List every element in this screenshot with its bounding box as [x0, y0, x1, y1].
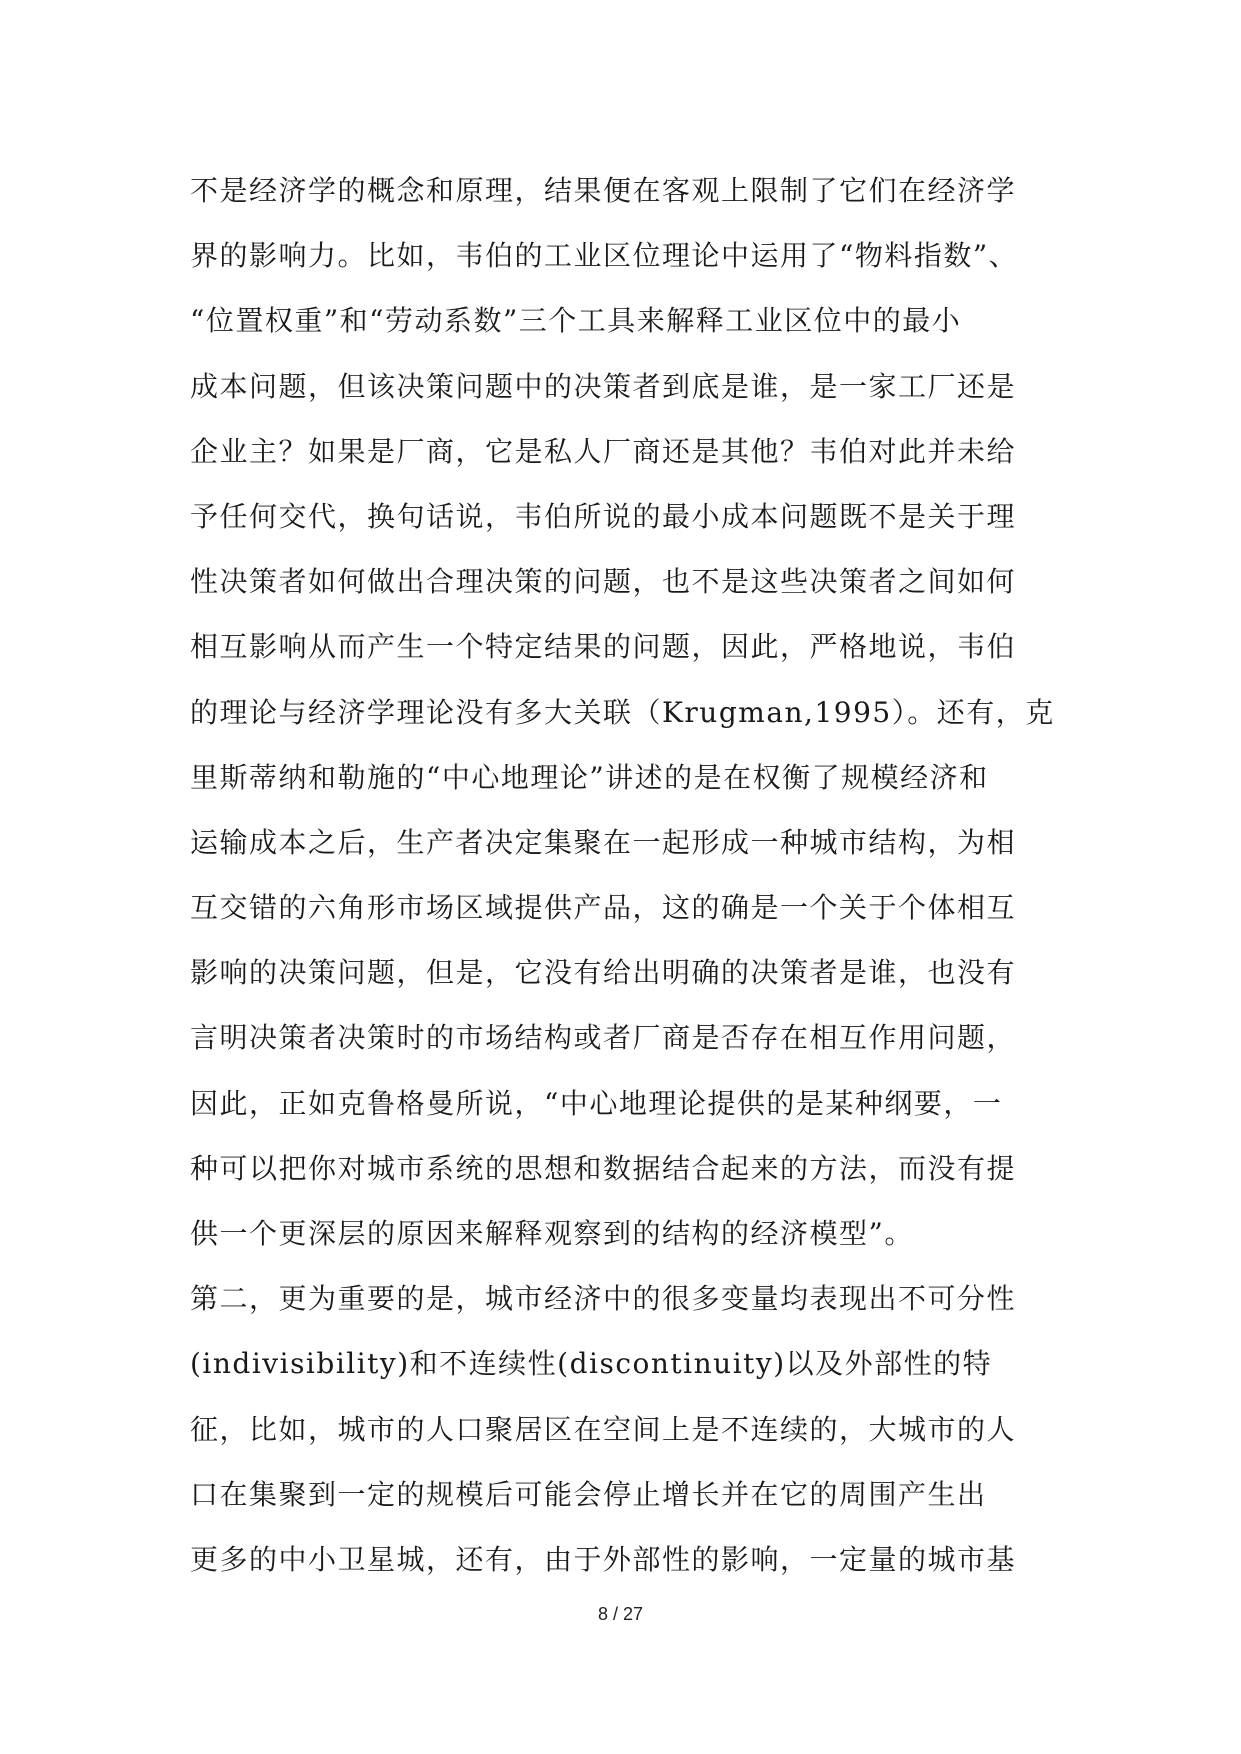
text-line: 互交错的六角形市场区域提供产品，这的确是一个关于个体相互 — [190, 891, 1017, 925]
text-line: 企业主？如果是厂商，它是私人厂商还是其他？韦伯对此并未给 — [190, 434, 1017, 468]
body-text — [190, 158, 1090, 1592]
text-line: 里斯蒂纳和勒施的“中心地理论”讲述的是在权衡了规模经济和 — [190, 760, 989, 794]
text-line: (indivisibility)和不连续性(discontinuity)以及外部性的特 — [190, 1347, 993, 1381]
text-line: 更多的中小卫星城，还有，由于外部性的影响，一定量的城市基 — [190, 1542, 1017, 1576]
text-line: 运输成本之后，生产者决定集聚在一起形成一种城市结构，为相 — [190, 825, 1017, 859]
text-line: 第二，更为重要的是，城市经济中的很多变量均表现出不可分性 — [190, 1282, 1017, 1316]
text-line: 不是经济学的概念和原理，结果便在客观上限制了它们在经济学 — [190, 174, 1017, 207]
text-line: 界的影响力。比如，韦伯的工业区位理论中运用了“物料指数”、 — [190, 239, 1019, 273]
text-line: 供一个更深层的原因来解释观察到的结构的经济模型”。 — [190, 1217, 914, 1250]
text-line: 予任何交代，换句话说，韦伯所说的最小成本问题既不是关于理 — [190, 499, 1017, 533]
text-line: 口在集聚到一定的规模后可能会停止增长并在它的周围产生出 — [190, 1477, 987, 1511]
text-line: “位置权重”和“劳动系数”三个工具来解释工业区位中的最小 — [190, 304, 962, 338]
text-line: 种可以把你对城市系统的思想和数据结合起来的方法，而没有提 — [190, 1151, 1017, 1185]
text-line: 成本问题，但该决策问题中的决策者到底是谁，是一家工厂还是 — [190, 369, 1017, 403]
text-line: 言明决策者决策时的市场结构或者厂商是否存在相互作用问题， — [190, 1021, 1017, 1055]
text-line: 性决策者如何做出合理决策的问题，也不是这些决策者之间如何 — [190, 565, 1017, 599]
text-line: 影响的决策问题，但是，它没有给出明确的决策者是谁，也没有 — [190, 956, 1017, 990]
page-number: 8 / 27 — [597, 1604, 644, 1624]
text-line: 征，比如，城市的人口聚居区在空间上是不连续的，大城市的人 — [190, 1412, 1017, 1446]
text-line: 因此，正如克鲁格曼所说，“中心地理论提供的是某种纲要，一 — [190, 1086, 1003, 1120]
text-line: 的理论与经济学理论没有多大关联（Krugman,1995）。还有，克 — [190, 695, 1055, 729]
text-line: 相互影响从而产生一个特定结果的问题，因此，严格地说，韦伯 — [190, 630, 1017, 664]
